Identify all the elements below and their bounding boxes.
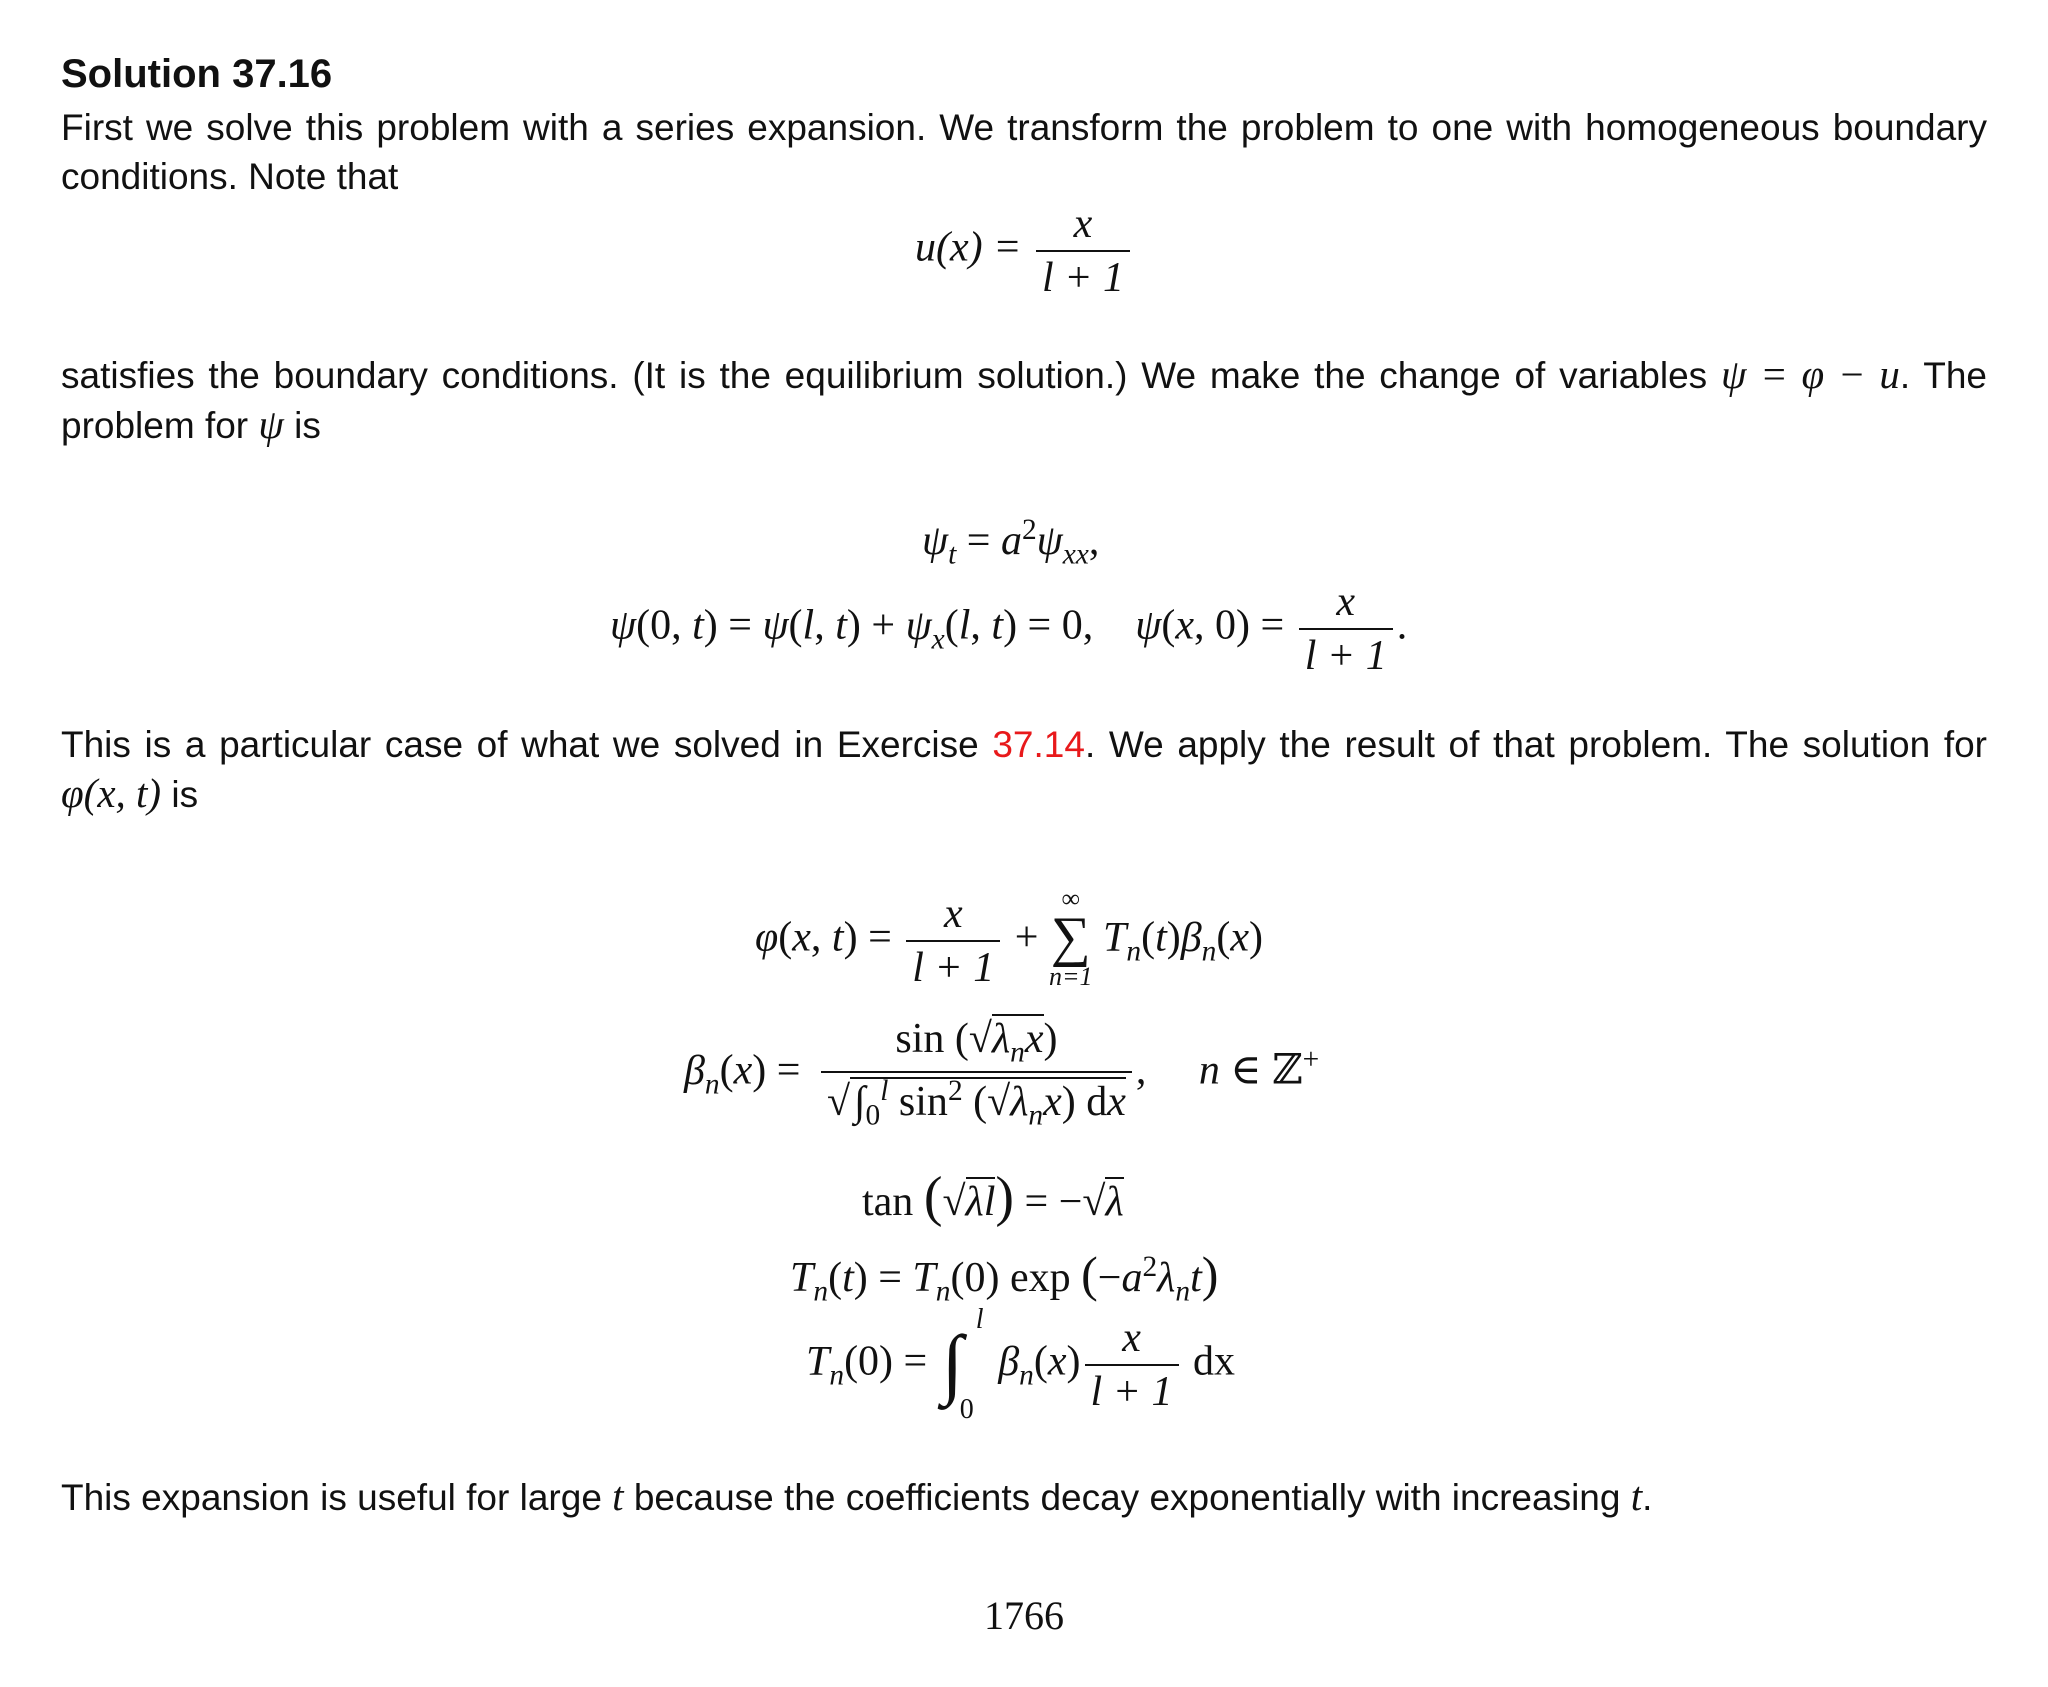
t-symbol-2: t xyxy=(1630,1473,1643,1519)
phi-solution-equation: φ(x, t) = $\frac{x}{l + 1}$ + ∞ ∑ n=1 $T_n(t)\beta_n(x)$ xyxy=(755,884,1264,991)
page-number: 1766 xyxy=(984,1593,1064,1638)
conclusion-paragraph xyxy=(61,1472,1987,1522)
eigenvalue-equation: tan (√λl) = −√λ xyxy=(862,1166,1124,1228)
change-of-variables-paragraph xyxy=(61,350,1987,450)
sum-lower-limit: n=1 xyxy=(1048,962,1093,991)
para3-text: This is a particular case of what we solved in Exercise xyxy=(61,724,979,765)
equilibrium-equation xyxy=(915,200,1134,302)
exercise-reference-paragraph xyxy=(61,720,1987,819)
integral-sign: ∫ l 0 xyxy=(941,1304,984,1425)
initial-coefficient-equation: $T_n(0)$ = ∫ l 0 $\beta_n(x)$ $\frac{x}{l + 1}$ dx xyxy=(806,1304,1236,1425)
intro-line-2: conditions. Note that xyxy=(61,156,399,197)
psi-symbol: ψ xyxy=(258,401,284,447)
t-symbol: t xyxy=(612,1473,624,1519)
fraction-numerator: x xyxy=(1073,201,1093,247)
para2-line2-text: problem for xyxy=(61,405,249,446)
time-coefficient-equation: $T_n(t) = T_n(0)$ $\exp (-a^2\lambda_nt)$ xyxy=(790,1246,1219,1308)
para4-text: This expansion is useful for large xyxy=(61,1477,602,1518)
phi-symbol: φ(x, t) xyxy=(61,770,162,816)
integral-upper-limit: l xyxy=(975,1304,984,1335)
T0-differential: dx xyxy=(1193,1338,1236,1385)
T0-fraction-denominator: l + 1 xyxy=(1085,1364,1179,1416)
psi-pde-equation: $\psi_t = a^2\psi_{xx}$, xyxy=(922,514,1100,571)
intro-paragraph xyxy=(61,103,1987,201)
equation-lhs: u(x) = xyxy=(915,224,1022,271)
intro-line-1: First we solve this problem with a series expansion. We transform the problem to one with homogeneous boundary xyxy=(61,107,1987,148)
psi-initial-numerator: x xyxy=(1336,579,1356,625)
summation: ∞ ∑ n=1 xyxy=(1048,884,1093,991)
change-of-variables-math: ψ = φ − u xyxy=(1720,351,1900,397)
para2-text: satisfies the boundary conditions. (It is the equilibrium solution.) We make the change of variables xyxy=(61,355,1708,396)
sum-upper-limit: ∞ xyxy=(1061,884,1081,913)
phi-fraction-denominator: l + 1 xyxy=(906,940,1000,992)
para4-period: . xyxy=(1642,1477,1653,1518)
para2-line2-end: is xyxy=(294,405,321,446)
psi-initial-denominator: l + 1 xyxy=(1299,628,1393,680)
para2-text-end: . The xyxy=(1899,355,1988,396)
beta-equation: $\beta_n(x)$ = $\frac{\sin (√\lambda_nx)}{√\int_0^l \sin^2 (√\lambda_nx) dx}$ , n ∈ ℤ+ xyxy=(684,1016,1320,1132)
solution-heading: Solution 37.16 xyxy=(61,52,333,96)
para3-text-cont: . We apply the result of that problem. The solution for xyxy=(1084,724,1988,765)
para4-text-cont: because the coefficients decay exponentially with increasing xyxy=(633,1477,1621,1518)
psi-boundary-conditions: ψ(0, t) = ψ(l, $t) + \psi_x(l$, t) = 0, ψ(x, 0) = $\frac{x}{l + 1}$ . xyxy=(610,579,1408,679)
fraction-denominator: l + 1 xyxy=(1036,250,1130,302)
phi-fraction-numerator: x xyxy=(943,891,963,937)
para3-line2-end: is xyxy=(171,774,199,815)
T0-fraction-numerator: x xyxy=(1122,1315,1141,1361)
integral-lower-limit: 0 xyxy=(959,1394,974,1425)
exercise-link[interactable]: 37.14 xyxy=(992,724,1085,765)
